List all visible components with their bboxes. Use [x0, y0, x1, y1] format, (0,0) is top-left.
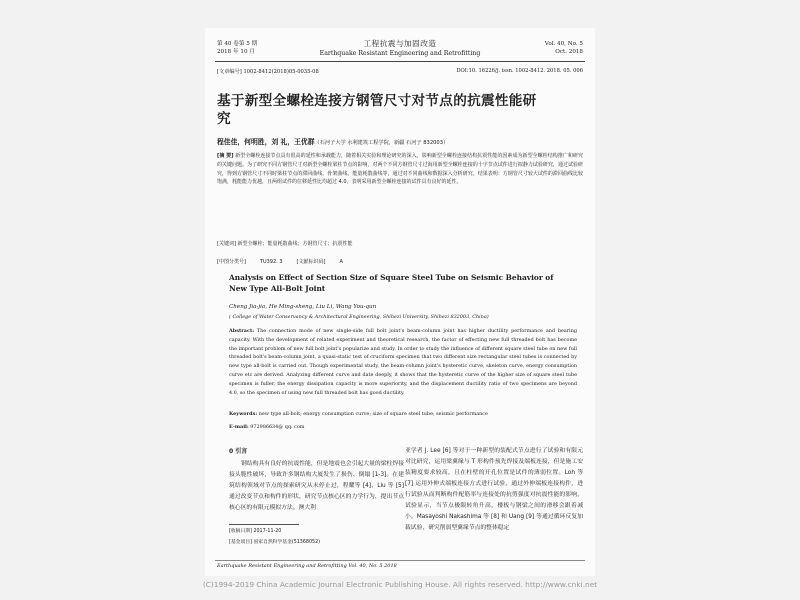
abstract-cn-label: [摘 要] — [217, 153, 234, 159]
footnote-rule — [229, 524, 299, 525]
clc-label: [中图分类号] — [217, 259, 246, 265]
classification-line — [217, 258, 583, 265]
section-heading-intro: 0 引言 — [229, 448, 248, 455]
page-footer: Earthquake Resistant Engineering and Retrofitting Vol. 40, No. 5 2018 — [217, 563, 397, 569]
email-line — [229, 424, 304, 430]
date-en: Oct. 2018 — [555, 49, 583, 55]
journal-title-en: Earthquake Resistant Engineering and Retrofitting — [319, 50, 481, 57]
authors-cn — [217, 136, 448, 146]
abstract-cn-text: 新型全螺栓连接节点具有很高的延性和承载能力，随着相关实验和理论研究的深入，影响新型全螺栓连接结构抗震性能的因素成为新型全螺栓结构推广和研究的关键问题。为了研究不同方钢管尺寸对新型全螺栓梁柱节点的影响，对两个不同方钢管尺寸过海用新型全螺栓连接的十字节点试件进行拟静力试验研究，通过试验研究，得到方钢管尺寸不同时梁柱节点的滞回曲线、骨架曲线、能量耗散曲线等，通过对不同曲线和数据深入分析研究。结果表明：方钢管尺寸较大试件的滞回曲线比较饱满，耗能能力优越，且两组试件的位移延性比均超过 4.0，表明采用新型全螺栓连接的试件具有良好的延性。 — [217, 153, 584, 186]
journal-page — [205, 28, 595, 576]
affiliation-cn: （石河子大学 水利建筑工程学院，新疆 石河子 832003） — [314, 140, 449, 146]
journal-title-cn: 工程抗震与加固改造 — [363, 39, 437, 48]
keywords-cn-text: 新型全螺栓；能量耗散曲线；方钢管尺寸；抗震性能 — [237, 241, 353, 247]
authors-en: Cheng Jia-jia, He Ming-sheng, Liu Li, Wang You-qun — [229, 304, 377, 310]
article-id: [文章编号] 1002-8412(2018)05-0035-08 — [217, 69, 319, 75]
doc-code: A — [339, 259, 343, 265]
keywords-cn — [217, 240, 583, 247]
abstract-cn — [217, 152, 583, 187]
doc-code-label: [文献标识码] — [296, 259, 326, 265]
doi: DOI:10. 16226/j. issn. 1002-8412. 2018. 05. 006 — [456, 68, 583, 74]
doc-info-line — [217, 68, 583, 75]
title-en: Analysis on Effect of Section Size of Square Steel Tube on Seismic Behavior of New Type All-Bolt Joint — [229, 273, 554, 293]
footer-rule — [215, 560, 585, 561]
intro-paragraph-left: 钢结构具有良好的抗震性能，但是地震也会引起大量的梁柱焊接接头脆性破坏，导致许多钢结构大厦发生了损伤、倒塌 [1-3]。在建筑结构领域对节点的探索研究从未停止过，程耀等 [4]、Liu 等 [5] 通过改变节点和构件的形状，研究节点核心区的力学行为，提出节点核心区的有限元模拟方法。澳大利 — [229, 461, 404, 511]
abstract-en — [229, 327, 577, 397]
intro-paragraph-right: 亚学者 J. Lee [6] 等对于一种新型的装配式节点进行了试验和有限元对比研究，运用梁翼缘与 T 形构件预先焊接及端板连接，但是施工安装精度要求较高，且在柱壁的开孔位置是试件的薄弱位置。Loh 等 [7] 运用外伸式端板连接方式进行试验，通过外伸端板连接构件，进行试验从而判断构件配筋率与连接处的抗剪强度对抗震性能的影响，试验显示，当节点极限转角升高，楼板与钢梁之间的滑移会跟着减小。Masayoshi Nakashima 等 [8] 和 Uang [9] 等通过循环反复加载试验，研究削弱型翼缘节点的整体稳定 — [405, 448, 583, 531]
title-cn: 基于新型全螺栓连接方钢管尺寸对节点的抗震性能研究 — [217, 93, 537, 127]
affiliation-en: ( College of Water Conservancy & Architectural Engineering, Shihezi University, Shihezi 832003, China) — [229, 314, 489, 320]
copyright-notice: (C)1994-2019 China Academic Journal Electronic Publishing House. All rights reserved. http://www.cnki.net — [202, 580, 598, 589]
footnote-received: [收稿日期] 2017-11-20 — [229, 529, 282, 534]
header-center — [205, 38, 595, 57]
keywords-en — [229, 411, 577, 417]
keywords-en-text: new type all-bolt; energy consumption curve; size of square steel tube; seismic performance — [258, 411, 488, 417]
date-cn: 2018 年 10 月 — [217, 49, 255, 55]
email-label: E-mail: — [229, 424, 249, 430]
footnote-fund: [基金项目] 国家自然科学基金(51368052) — [229, 540, 320, 545]
clc-code: TU392. 3 — [259, 259, 283, 265]
volume-cn: 第 40 卷第 5 期 — [217, 41, 258, 47]
abstract-en-label: Abstract: — [229, 328, 255, 334]
email-address: 972986634@ qq. com — [250, 424, 305, 430]
header-right — [545, 40, 583, 56]
keywords-cn-label: [关键词] — [217, 241, 236, 247]
body-column-left — [229, 446, 404, 547]
volume-en: Vol. 40, No. 5 — [544, 41, 583, 47]
abstract-en-text: The connection mode of new single-side full bolt joint's beam-column joint has higher ductility performance and bearing capacity. With the development of related experiment and theoretical research, the factor of effecting new full threaded bolt has become the important problem of new full bolt joint's popularize and study. In order to study the influence of different square steel tube on new full threaded bolt's beam-column joint, a quasi-static test of cruciform specimen that two different size rectangular steel tubes is connected by new type all-bolt is carried out. Though experimental study, the beam-column joint's hysteretic curve, skeleton curve, energy consumption curve etc are derived. Analyzing different curve and date deeply, it shows that the hysteretic curve of the higher size of square steel tube specimen is fuller, the energy dissipation capacity is more superiority, and the displacement ductility ratio of two specimens are beyond 4.0, so the specimen of using new full threaded bolt has good ductility. — [229, 328, 577, 396]
header-rule — [215, 61, 585, 62]
body-column-right — [405, 446, 583, 534]
keywords-en-label: Keywords: — [229, 411, 258, 417]
authors-cn-names: 程佳佳，何明胜，刘 礼，王优群 — [217, 138, 315, 146]
